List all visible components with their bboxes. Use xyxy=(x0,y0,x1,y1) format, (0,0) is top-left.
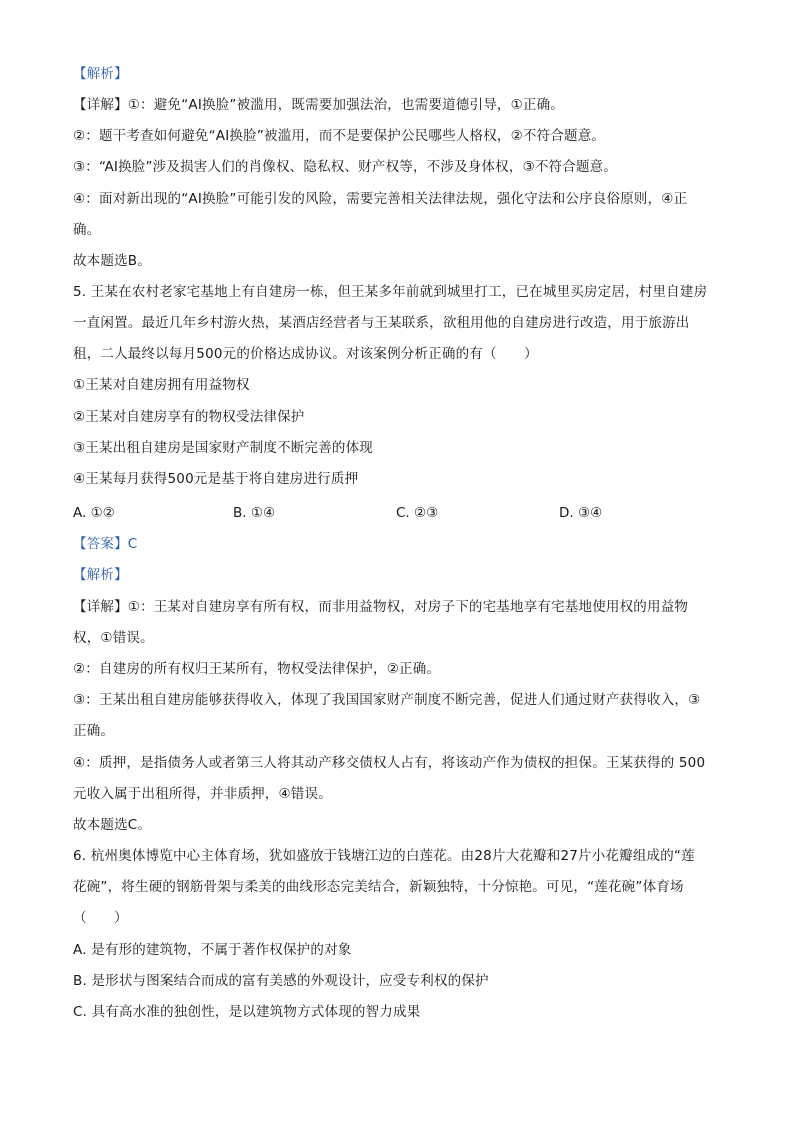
option-c: C. ②③ xyxy=(396,505,439,521)
detail-line: 元收入属于出租所得，并非质押，④错误。 xyxy=(73,786,332,802)
detail-line: ②：题干考查如何避免“AI换脸”被滥用，而不是要保护公民哪些人格权，②不符合题意。 xyxy=(73,128,606,144)
option-a: A. ①② xyxy=(73,505,115,521)
option-d: D. ③④ xyxy=(559,505,603,521)
conclusion-line: 故本题选C。 xyxy=(73,817,152,833)
option-b: B. ①④ xyxy=(233,505,276,521)
question-5-statement: ①王某对自建房拥有用益物权 xyxy=(73,377,250,393)
detail-line: 【详解】①：王某对自建房享有所有权，而非用益物权，对房子下的宅基地享有宅基地使用权的用益物 xyxy=(73,599,689,615)
analysis-heading: 【解析】 xyxy=(73,567,128,583)
question-5-statement: ④王某每月获得500元是基于将自建房进行质押 xyxy=(73,471,359,487)
detail-line: ③：王某出租自建房能够获得收入，体现了我国国家财产制度不断完善，促进人们通过财产获得收入，③ xyxy=(73,692,701,708)
conclusion-line: 故本题选B。 xyxy=(73,253,151,269)
question-6-option-c: C. 具有高水准的独创性，是以建筑物方式体现的智力成果 xyxy=(73,1004,421,1020)
question-6-option-b: B. 是形状与图案结合而成的富有美感的外观设计，应受专利权的保护 xyxy=(73,973,489,989)
analysis-heading: 【解析】 xyxy=(73,66,128,82)
detail-line: ④：质押，是指债务人或者第三人将其动产移交债权人占有，将该动产作为债权的担保。王某获得的 500 xyxy=(73,755,706,771)
detail-line: ④：面对新出现的“AI换脸”可能引发的风险，需要完善相关法律法规，强化守法和公序良俗原则，④正 xyxy=(73,191,688,207)
question-5-statement: ③王某出租自建房是国家财产制度不断完善的体现 xyxy=(73,440,374,456)
question-5-options xyxy=(73,503,733,523)
detail-line: ③：“AI换脸”涉及损害人们的肖像权、隐私权、财产权等，不涉及身体权，③不符合题意。 xyxy=(73,159,618,175)
question-6-stem: 花碗”，将生硬的钢筋骨架与柔美的曲线形态完美结合，新颖独特，十分惊艳。可见，“莲花碗”体育场 xyxy=(73,879,684,895)
detail-line: 【详解】①：避免“AI换脸”被滥用，既需要加强法治，也需要道德引导，①正确。 xyxy=(73,97,565,113)
question-5-stem: 5. 王某在农村老家宅基地上有自建房一栋，但王某多年前就到城里打工，已在城里买房定居，村里自建房 xyxy=(73,284,708,300)
detail-line: ②：自建房的所有权归王某所有，物权受法律保护，②正确。 xyxy=(73,661,441,677)
question-6-stem: （ ） xyxy=(73,910,128,926)
question-6-option-a: A. 是有形的建筑物，不属于著作权保护的对象 xyxy=(73,942,352,958)
detail-line: 确。 xyxy=(73,222,101,238)
question-5-stem: 一直闲置。最近几年乡村游火热，某酒店经营者与王某联系，欲租用他的自建房进行改造，用于旅游出 xyxy=(73,315,690,331)
answer-heading: 【答案】C xyxy=(73,536,138,552)
question-5-stem: 租，二人最终以每月500元的价格达成协议。对该案例分析正确的有（ ） xyxy=(73,346,538,362)
detail-line: 正确。 xyxy=(73,723,115,739)
question-5-statement: ②王某对自建房享有的物权受法律保护 xyxy=(73,409,305,425)
detail-line: 权，①错误。 xyxy=(73,630,154,646)
question-6-stem: 6. 杭州奥体博览中心主体育场，犹如盛放于钱塘江边的白莲花。由28片大花瓣和27片小花瓣组成的“莲 xyxy=(73,848,695,864)
